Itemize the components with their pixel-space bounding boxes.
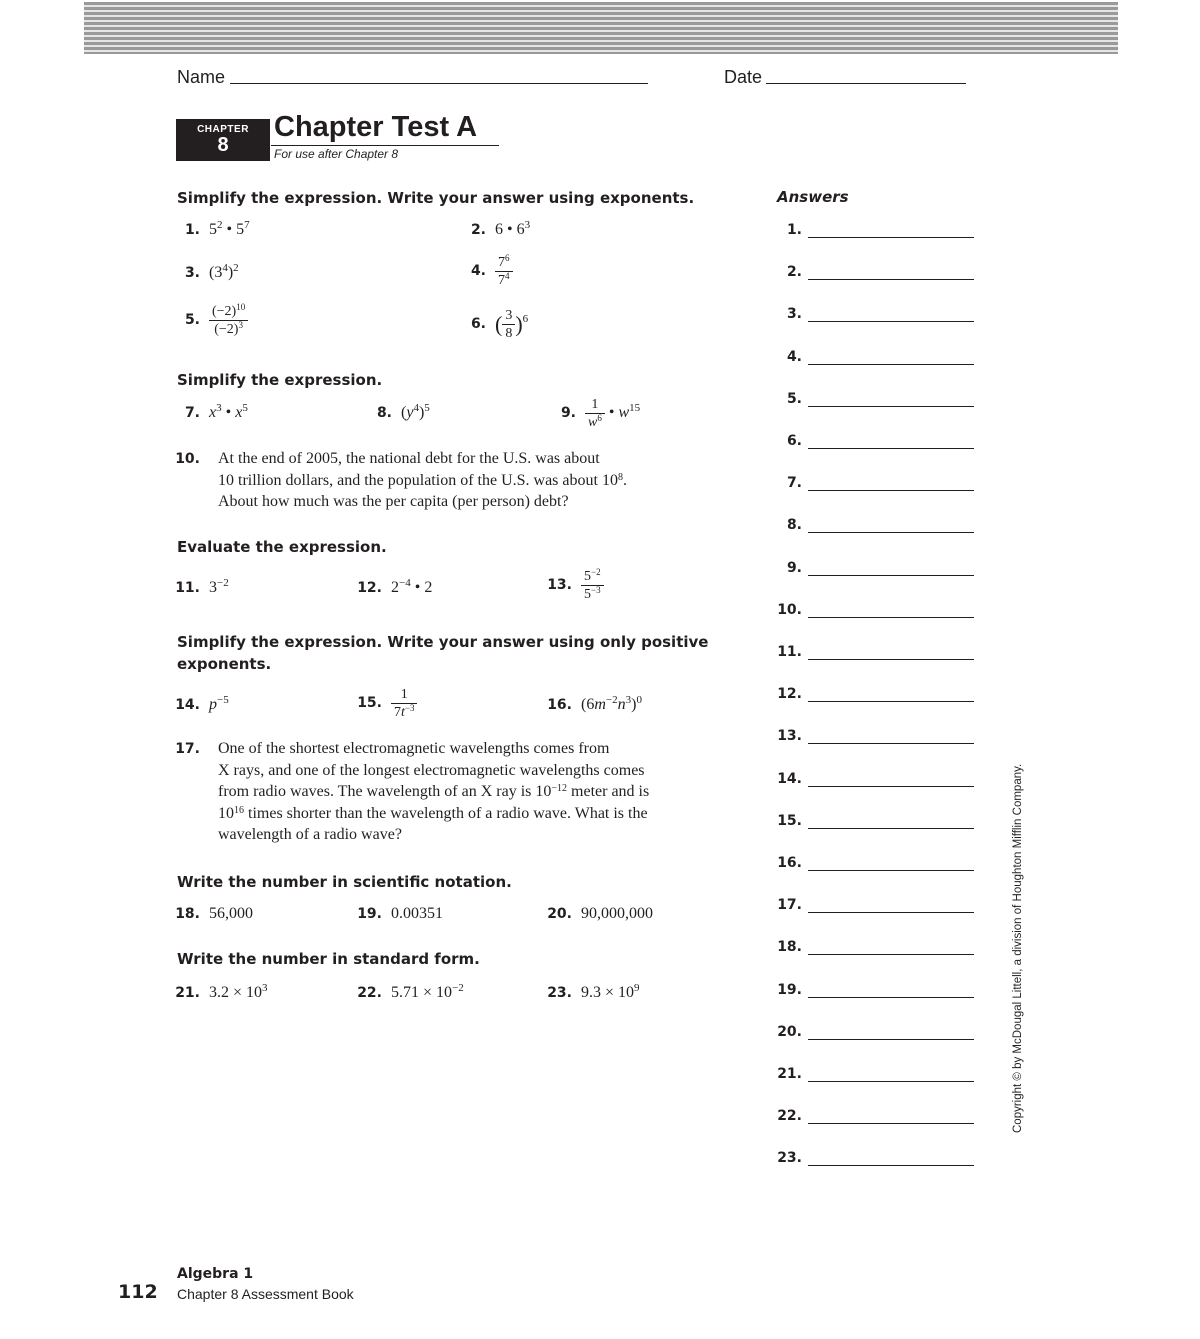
- problem-value: 90,000,000: [581, 905, 653, 922]
- problem-number: 21.: [175, 985, 200, 1001]
- problem-value: 56,000: [209, 905, 253, 922]
- page-number: 112: [118, 1281, 158, 1303]
- answer-blank[interactable]: [808, 575, 974, 576]
- problem-expression: $3^{-2}$: [209, 577, 229, 596]
- title-rule: [271, 145, 499, 146]
- problem-number: 19.: [357, 906, 382, 922]
- problem-5: [168, 303, 248, 338]
- problem-number: 23.: [547, 985, 572, 1001]
- name-label: Name: [177, 67, 226, 87]
- answer-blank[interactable]: [808, 997, 974, 998]
- problem-number: 22.: [357, 985, 382, 1001]
- problem-23: [540, 983, 640, 1003]
- problem-number: 16.: [547, 697, 572, 713]
- answer-number: 9.: [786, 559, 802, 576]
- answer-row: [772, 939, 974, 961]
- answer-row: [772, 602, 974, 624]
- problem-number: 12.: [357, 580, 382, 596]
- problem-expression: $5^2$ • $5^7$: [209, 219, 250, 238]
- answer-blank[interactable]: [808, 1165, 974, 1166]
- problem-3: [168, 263, 239, 283]
- problem-number: 2.: [470, 222, 486, 238]
- answer-number: 21.: [777, 1066, 802, 1082]
- problem-number: 17.: [175, 741, 200, 757]
- problem-15: [350, 686, 417, 721]
- section-heading-6: Write the number in standard form.: [177, 950, 480, 968]
- problem-expression: $3.2 \times 10^3$: [209, 982, 268, 1001]
- section-heading-2: Simplify the expression.: [177, 371, 383, 389]
- problem-19: [350, 904, 443, 924]
- problem-number: 15.: [357, 695, 382, 712]
- date-line: [766, 83, 966, 84]
- answer-number: 20.: [777, 1023, 802, 1040]
- problem-expression: $(3^4)^2$: [209, 262, 239, 281]
- problem-expression: ( $\frac{3}{8}$ )$^6$: [495, 308, 529, 341]
- answer-row: [772, 1066, 974, 1088]
- copyright-notice: Copyright © by McDougal Littell, a division of Houghton Mifflin Company.: [1012, 763, 1024, 1133]
- problem-number: 6.: [470, 316, 486, 333]
- problem-number: 7.: [184, 405, 200, 421]
- text-line: One of the shortest electromagnetic wavelengths comes from: [218, 740, 610, 757]
- answer-row: [772, 475, 974, 497]
- problem-number: 1.: [184, 222, 200, 238]
- answer-blank[interactable]: [808, 364, 974, 365]
- answer-number: 12.: [777, 686, 802, 703]
- problem-12: [350, 578, 432, 598]
- answer-blank[interactable]: [808, 448, 974, 449]
- answer-row: [772, 771, 974, 793]
- answer-number: 8.: [786, 517, 802, 534]
- text-line: from radio waves. The wavelength of an X ray is $10^{-12}$ meter and is: [218, 783, 650, 800]
- problem-expression: $(y^4)^5$: [401, 402, 430, 421]
- chapter-badge-label: CHAPTER: [197, 124, 249, 135]
- problem-expression: 6 • $6^3$: [495, 219, 531, 238]
- name-line: [230, 83, 648, 84]
- chapter-badge: [176, 119, 270, 161]
- section-heading-5: Write the number in scientific notation.: [177, 873, 512, 891]
- answer-row: [772, 728, 974, 750]
- answer-blank[interactable]: [808, 279, 974, 280]
- answer-row: [772, 686, 974, 708]
- answer-row: [772, 391, 974, 413]
- book-subtitle: Chapter 8 Assessment Book: [177, 1286, 354, 1302]
- problem-number: 8.: [376, 405, 392, 421]
- answer-number: 10.: [777, 601, 802, 618]
- problem-number: 14.: [175, 697, 200, 713]
- answer-row: [772, 517, 974, 539]
- problem-21: [168, 983, 268, 1003]
- problem-expression: $x^3$ • $x^5$: [209, 402, 248, 421]
- problem-8: [360, 403, 430, 423]
- answer-number: 7.: [786, 475, 802, 492]
- answer-number: 17.: [777, 897, 802, 914]
- answer-blank[interactable]: [808, 490, 974, 491]
- problem-6: [454, 307, 528, 342]
- fraction-expression: $\frac{(-2)^{10}}{(-2)^3}$: [209, 303, 248, 338]
- problem-4: [454, 254, 513, 289]
- problem-number: 10.: [175, 451, 200, 467]
- answer-blank[interactable]: [808, 701, 974, 702]
- answer-row: [772, 306, 974, 328]
- answer-blank[interactable]: [808, 954, 974, 955]
- answer-blank[interactable]: [808, 1081, 974, 1082]
- answer-blank[interactable]: [808, 321, 974, 322]
- problem-2: [454, 220, 530, 240]
- answer-number: 5.: [786, 390, 802, 407]
- problem-number: 11.: [175, 580, 200, 596]
- section-heading-3: Evaluate the expression.: [177, 538, 387, 556]
- problem-number: 4.: [470, 263, 486, 280]
- answer-number: 18.: [777, 939, 802, 956]
- problem-expression: $2^{-4}$ • 2: [391, 577, 433, 596]
- answer-blank[interactable]: [808, 659, 974, 660]
- answer-blank[interactable]: [808, 743, 974, 744]
- problem-expression: $(6m^{-2}n^3)^0$: [581, 694, 642, 713]
- problem-14: [168, 695, 229, 715]
- answer-number: 19.: [777, 981, 802, 998]
- book-title: Algebra 1: [177, 1266, 254, 1282]
- answer-row: [772, 349, 974, 371]
- section-heading-4: Simplify the expression. Write your answer using only positive exponents.: [177, 633, 709, 673]
- problem-number: 3.: [184, 265, 200, 281]
- answer-number: 11.: [777, 644, 802, 660]
- answer-number: 4.: [786, 348, 802, 365]
- header-stripe-band: [84, 2, 1118, 54]
- answers-heading: Answers: [777, 188, 849, 206]
- problem-17: [168, 739, 209, 759]
- problem-9: [544, 396, 640, 431]
- text-line: About how much was the per capita (per person) debt?: [218, 493, 569, 510]
- answer-number: 6.: [786, 433, 802, 449]
- fraction-expression: $\frac{1}{w^6}$: [585, 396, 605, 431]
- answer-number: 1.: [786, 222, 802, 238]
- answer-blank[interactable]: [808, 237, 974, 238]
- problem-number: 9.: [560, 405, 576, 422]
- answer-row: [772, 982, 974, 1004]
- answer-row: [772, 1024, 974, 1046]
- answer-row: [772, 855, 974, 877]
- text-line: $10^{16}$ times shorter than the wavelength of a radio wave. What is the: [218, 804, 648, 822]
- problem-number: 5.: [184, 312, 200, 329]
- problem-expression: $p^{-5}$: [209, 694, 229, 713]
- text-line: 10 trillion dollars, and the population of the U.S. was about $10^8$.: [218, 471, 627, 489]
- problem-10-text: [218, 448, 738, 513]
- date-label: Date: [724, 67, 763, 87]
- problem-18: [168, 904, 253, 924]
- text-line: wavelength of a radio wave?: [218, 826, 402, 843]
- page-subtitle: For use after Chapter 8: [274, 147, 399, 161]
- answer-number: 13.: [777, 728, 802, 745]
- fraction-expression: $\frac{1}{7t^{-3}}$: [391, 686, 417, 721]
- answer-row: [772, 1108, 974, 1130]
- problem-number: 20.: [547, 906, 572, 922]
- answer-row: [772, 644, 974, 666]
- problem-expression: $9.3 \times 10^9$: [581, 982, 640, 1001]
- problem-number: 18.: [175, 906, 200, 922]
- answer-row: [772, 433, 974, 455]
- page-title: Chapter Test A: [274, 111, 478, 143]
- answer-blank[interactable]: [808, 1039, 974, 1040]
- problem-number: 13.: [547, 577, 572, 594]
- answer-number: 22.: [777, 1108, 802, 1125]
- problem-1: [168, 220, 250, 240]
- answer-blank[interactable]: [808, 912, 974, 913]
- problem-expression: $5.71 \times 10^{-2}$: [391, 982, 464, 1001]
- problem-16: [540, 695, 642, 715]
- fraction-expression: $\frac{5^{-2}}{5^{-3}}$: [581, 568, 604, 603]
- answer-row: [772, 813, 974, 835]
- chapter-badge-number: 8: [217, 134, 229, 156]
- problem-11: [168, 578, 229, 598]
- answer-number: 2.: [786, 264, 802, 281]
- answer-row: [772, 560, 974, 582]
- answer-blank[interactable]: [808, 617, 974, 618]
- answer-number: 15.: [777, 812, 802, 829]
- text-line: At the end of 2005, the national debt for the U.S. was about: [218, 450, 600, 467]
- problem-10: [168, 449, 209, 469]
- answer-number: 14.: [777, 770, 802, 787]
- answer-number: 16.: [777, 855, 802, 871]
- problem-value: 0.00351: [391, 905, 443, 922]
- problem-expression: • $w^{15}$: [604, 402, 641, 422]
- text-line: X rays, and one of the longest electromagnetic wavelengths comes: [218, 761, 645, 779]
- problem-13: [540, 568, 604, 603]
- problem-22: [350, 983, 464, 1003]
- problem-17-text: [218, 738, 748, 846]
- answer-number: 23.: [777, 1150, 802, 1167]
- answer-row: [772, 222, 974, 244]
- answer-blank[interactable]: [808, 828, 974, 829]
- problem-20: [540, 904, 653, 924]
- answer-blank[interactable]: [808, 532, 974, 533]
- answer-row: [772, 897, 974, 919]
- answer-row: [772, 1150, 974, 1172]
- answer-row: [772, 264, 974, 286]
- answer-number: 3.: [786, 306, 802, 323]
- answer-blank[interactable]: [808, 786, 974, 787]
- fraction-expression: $\frac{7^6}{7^4}$: [495, 254, 513, 289]
- answer-blank[interactable]: [808, 406, 974, 407]
- section-heading-1: Simplify the expression. Write your answer using exponents.: [177, 189, 695, 207]
- answer-blank[interactable]: [808, 870, 974, 871]
- answer-blank[interactable]: [808, 1123, 974, 1124]
- problem-7: [168, 403, 248, 423]
